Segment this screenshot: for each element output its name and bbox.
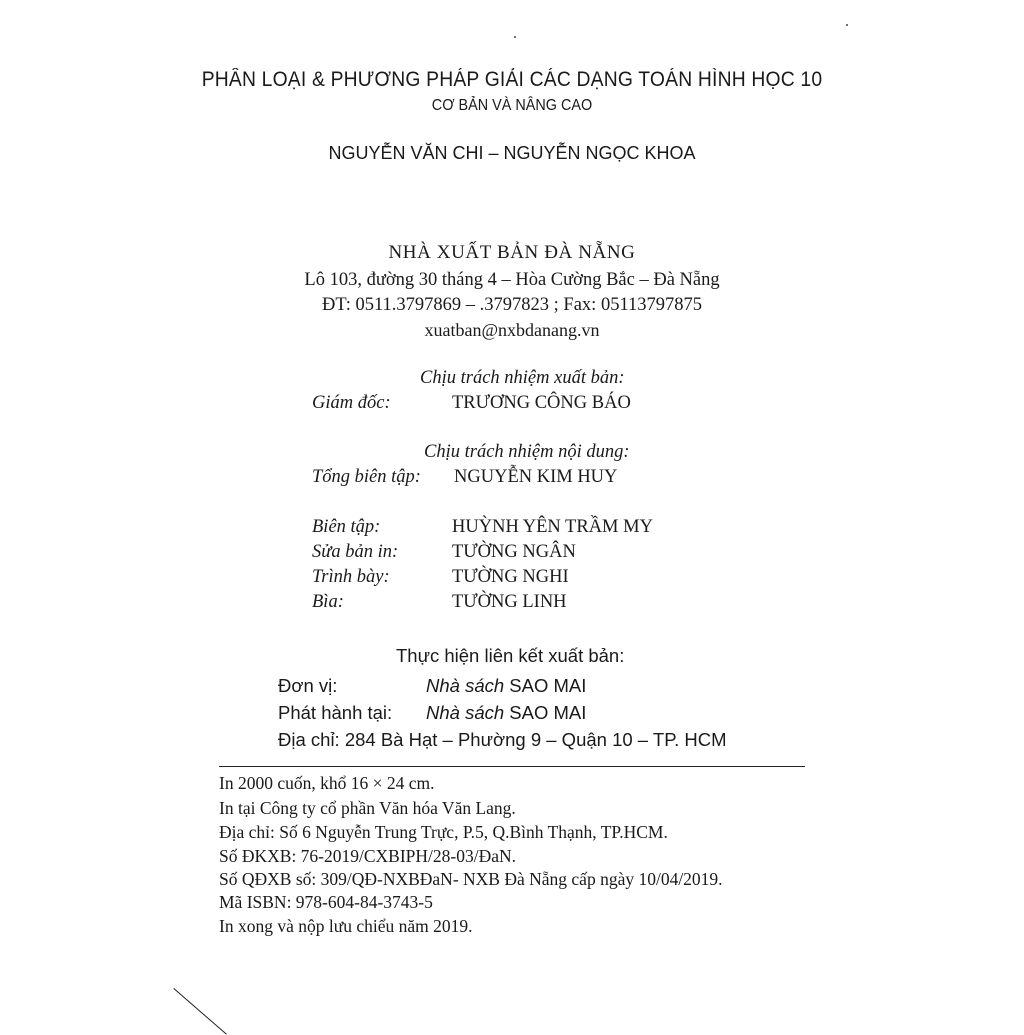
partnership-heading: Thực hiện liên kết xuất bản: [396,645,625,666]
colophon-divider [219,766,805,767]
book-authors: NGUYỄN VĂN CHI – NGUYỄN NGỌC KHOA [328,143,696,163]
colophon-line: In 2000 cuốn, khổ 16 × 24 cm. [219,773,435,793]
staff-label-cover: Bìa: [312,592,344,612]
book-title: PHÂN LOẠI & PHƯƠNG PHÁP GIẢI CÁC DẠNG TOÁN HÌNH HỌC 10 [201,68,823,91]
director-label: Giám đốc: [312,393,391,413]
content-responsibility-heading: Chịu trách nhiệm nội dung: [424,442,630,462]
distribution-label: Phát hành tại: [278,702,393,723]
colophon-line: In tại Công ty cổ phần Văn hóa Văn Lang. [219,798,516,818]
publisher-email: xuatban@nxbdanang.vn [424,320,600,340]
colophon-line: Số ĐKXB: 76-2019/CXBIPH/28-03/ĐaN. [219,846,517,866]
scan-speck [514,36,516,38]
publisher-name: NHÀ XUẤT BẢN ĐÀ NẴNG [388,242,636,263]
staff-name-cover: TƯỜNG LINH [452,592,567,612]
publishing-responsibility-heading: Chịu trách nhiệm xuất bản: [420,368,625,388]
unit-name: SAO MAI [509,675,587,696]
book-subtitle: CƠ BẢN VÀ NÂNG CAO [431,97,593,114]
scan-speck [846,24,848,26]
colophon-line: Số QĐXB số: 309/QĐ-NXBĐaN- NXB Đà Nẵng cấp ngày 10/04/2019. [219,869,723,889]
director-name: TRƯƠNG CÔNG BÁO [452,393,631,413]
scan-scratch [173,988,227,1035]
staff-name-layout: TƯỜNG NGHI [452,567,569,587]
unit-prefix: Nhà sách [426,675,505,696]
colophon-line: Mã ISBN: 978-604-84-3743-5 [219,892,433,912]
distribution-name: SAO MAI [509,702,587,723]
staff-name-proofreader: TƯỜNG NGÂN [452,542,576,562]
distribution-prefix: Nhà sách [426,702,505,723]
staff-label-layout: Trình bày: [312,567,390,587]
chief-editor-label: Tổng biên tập: [312,467,421,487]
staff-name-editor: HUỲNH YÊN TRẦM MY [452,517,653,537]
staff-label-proofreader: Sửa bản in: [312,542,399,562]
staff-label-editor: Biên tập: [312,517,381,537]
unit-value [426,675,586,697]
publisher-address: Lô 103, đường 30 tháng 4 – Hòa Cường Bắc – Đà Nẵng [304,270,720,290]
colophon-line: In xong và nộp lưu chiểu năm 2019. [219,916,473,936]
distribution-value [426,702,586,724]
publisher-phone: ĐT: 0511.3797869 – .3797823 ; Fax: 05113797875 [321,295,703,315]
partnership-address: Địa chỉ: 284 Bà Hạt – Phường 9 – Quận 10 – TP. HCM [278,729,727,750]
unit-label: Đơn vị: [278,675,338,696]
colophon-line: Địa chỉ: Số 6 Nguyễn Trung Trực, P.5, Q.Bình Thạnh, TP.HCM. [219,822,668,842]
chief-editor-name: NGUYỄN KIM HUY [454,467,618,487]
